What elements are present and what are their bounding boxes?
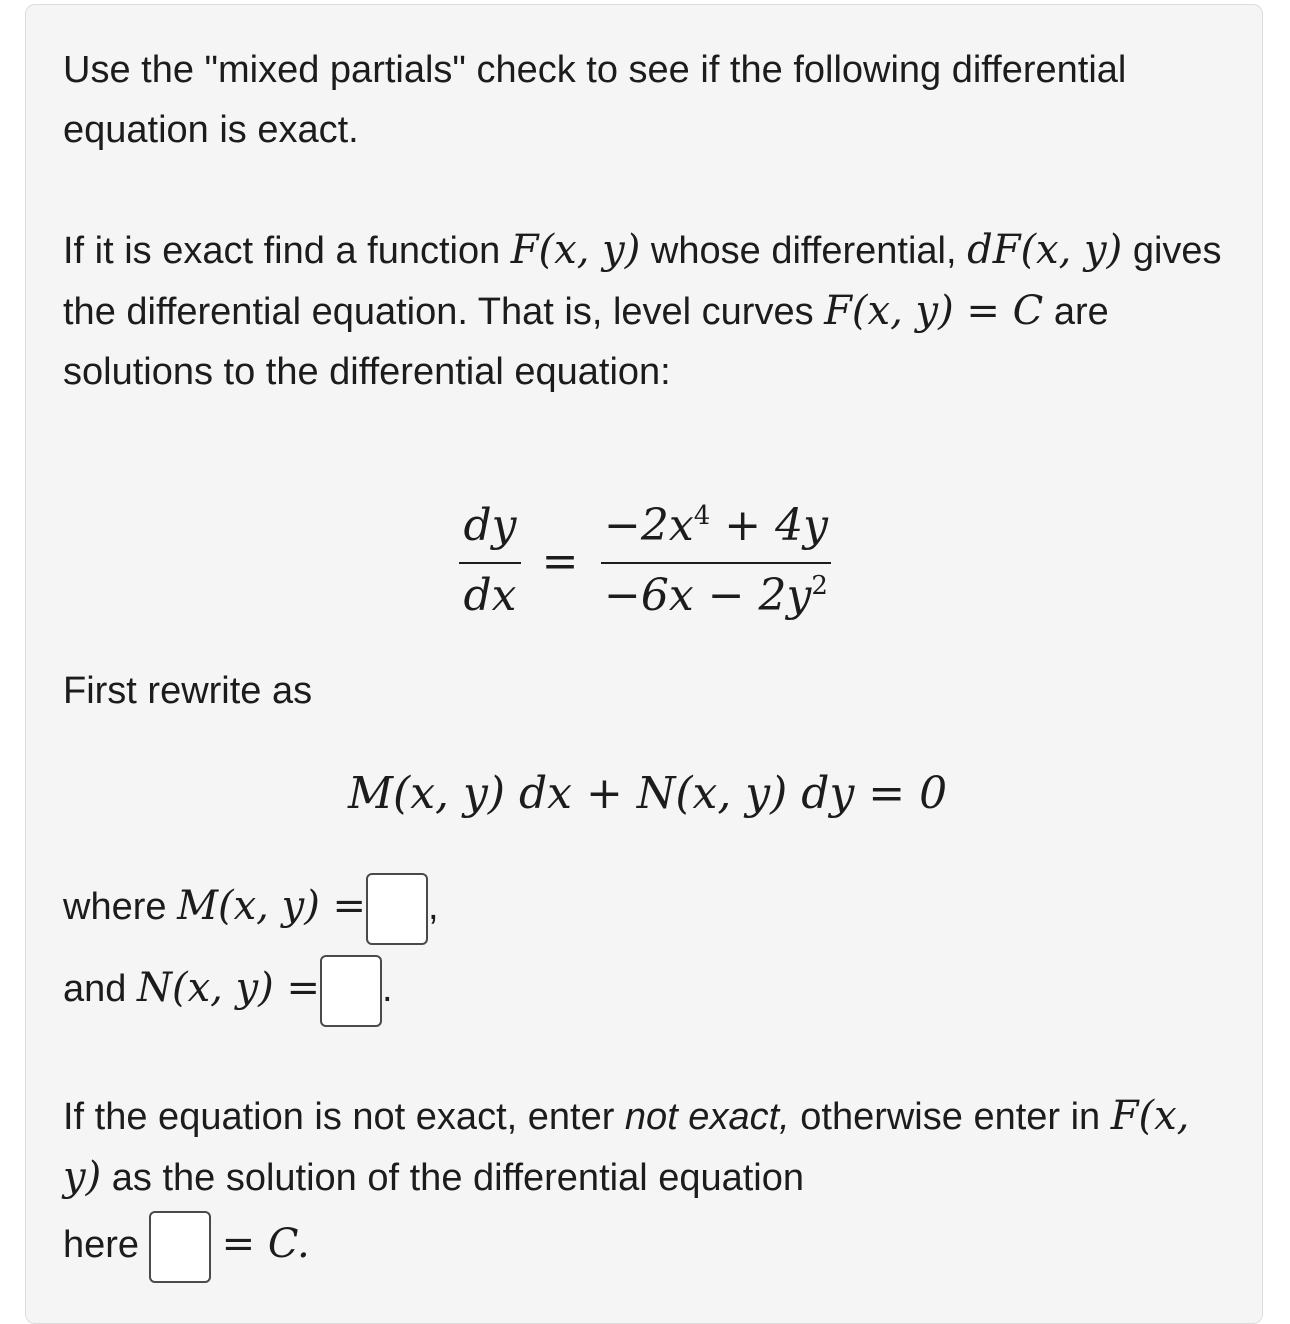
final-instructions bbox=[63, 1086, 1233, 1208]
final-text-3: as the solution of the differential equation bbox=[111, 1157, 805, 1199]
ode-rhs-den-a: −6x − 2y bbox=[604, 570, 812, 621]
period: . bbox=[382, 968, 393, 1010]
not-exact-phrase: not exact, bbox=[624, 1096, 790, 1138]
final-F-expression: F(x, y) bbox=[63, 1093, 1190, 1200]
rewrite-label: First rewrite as bbox=[63, 670, 313, 712]
M-expression: M(x, y) = bbox=[177, 883, 367, 929]
ode-rhs-num-b: + 4y bbox=[710, 500, 828, 551]
instructions-text-3: gives the differential equation. That is, level curves bbox=[63, 230, 1222, 333]
where-label: where bbox=[63, 886, 167, 928]
intro-sentence: Use the "mixed partials" check to see if the following differential equation is exact. bbox=[63, 49, 1127, 151]
function-F: F(x, y) bbox=[510, 227, 641, 273]
M-answer-input[interactable] bbox=[366, 873, 428, 945]
N-answer-row bbox=[63, 950, 393, 1027]
here-label: here bbox=[63, 1224, 140, 1266]
ode-lhs-denominator: dx bbox=[463, 570, 517, 621]
final-text-1: If the equation is not exact, enter bbox=[63, 1096, 615, 1138]
ode-rhs-num-a: −2x bbox=[604, 500, 694, 551]
and-label: and bbox=[63, 968, 127, 1010]
ode-lhs-numerator: dy bbox=[463, 500, 517, 551]
comma: , bbox=[428, 886, 439, 928]
ode-rhs-numerator bbox=[598, 500, 834, 551]
final-text-2: otherwise enter in bbox=[800, 1096, 1101, 1138]
differential-dF: dF(x, y) bbox=[967, 227, 1123, 273]
ode-rhs-den-exponent: 2 bbox=[811, 571, 828, 601]
equals-C: = C. bbox=[221, 1221, 310, 1267]
F-answer-row bbox=[63, 1206, 310, 1283]
instructions-text-1: If it is exact find a function bbox=[63, 230, 501, 272]
N-answer-input[interactable] bbox=[320, 955, 382, 1027]
instructions-text-2: whose differential, bbox=[650, 230, 957, 272]
instructions-text-4: are solutions to the differential equation: bbox=[63, 291, 1109, 393]
F-answer-input[interactable] bbox=[149, 1211, 211, 1283]
ode-rhs-denominator bbox=[598, 570, 834, 621]
level-curve-expr: F(x, y) = C bbox=[824, 288, 1044, 334]
intro-text bbox=[63, 40, 1223, 160]
ode-lhs-fraction-bar bbox=[459, 562, 521, 564]
ode-rhs-fraction-bar bbox=[601, 562, 831, 564]
ode-rhs-num-exponent: 4 bbox=[693, 501, 711, 531]
instructions-paragraph bbox=[63, 220, 1223, 402]
ode-equals: = bbox=[541, 536, 579, 587]
M-answer-row bbox=[63, 868, 439, 945]
general-form-equation: M(x, y) dx + N(x, y) dy = 0 bbox=[348, 768, 948, 819]
N-expression: N(x, y) = bbox=[136, 965, 320, 1011]
